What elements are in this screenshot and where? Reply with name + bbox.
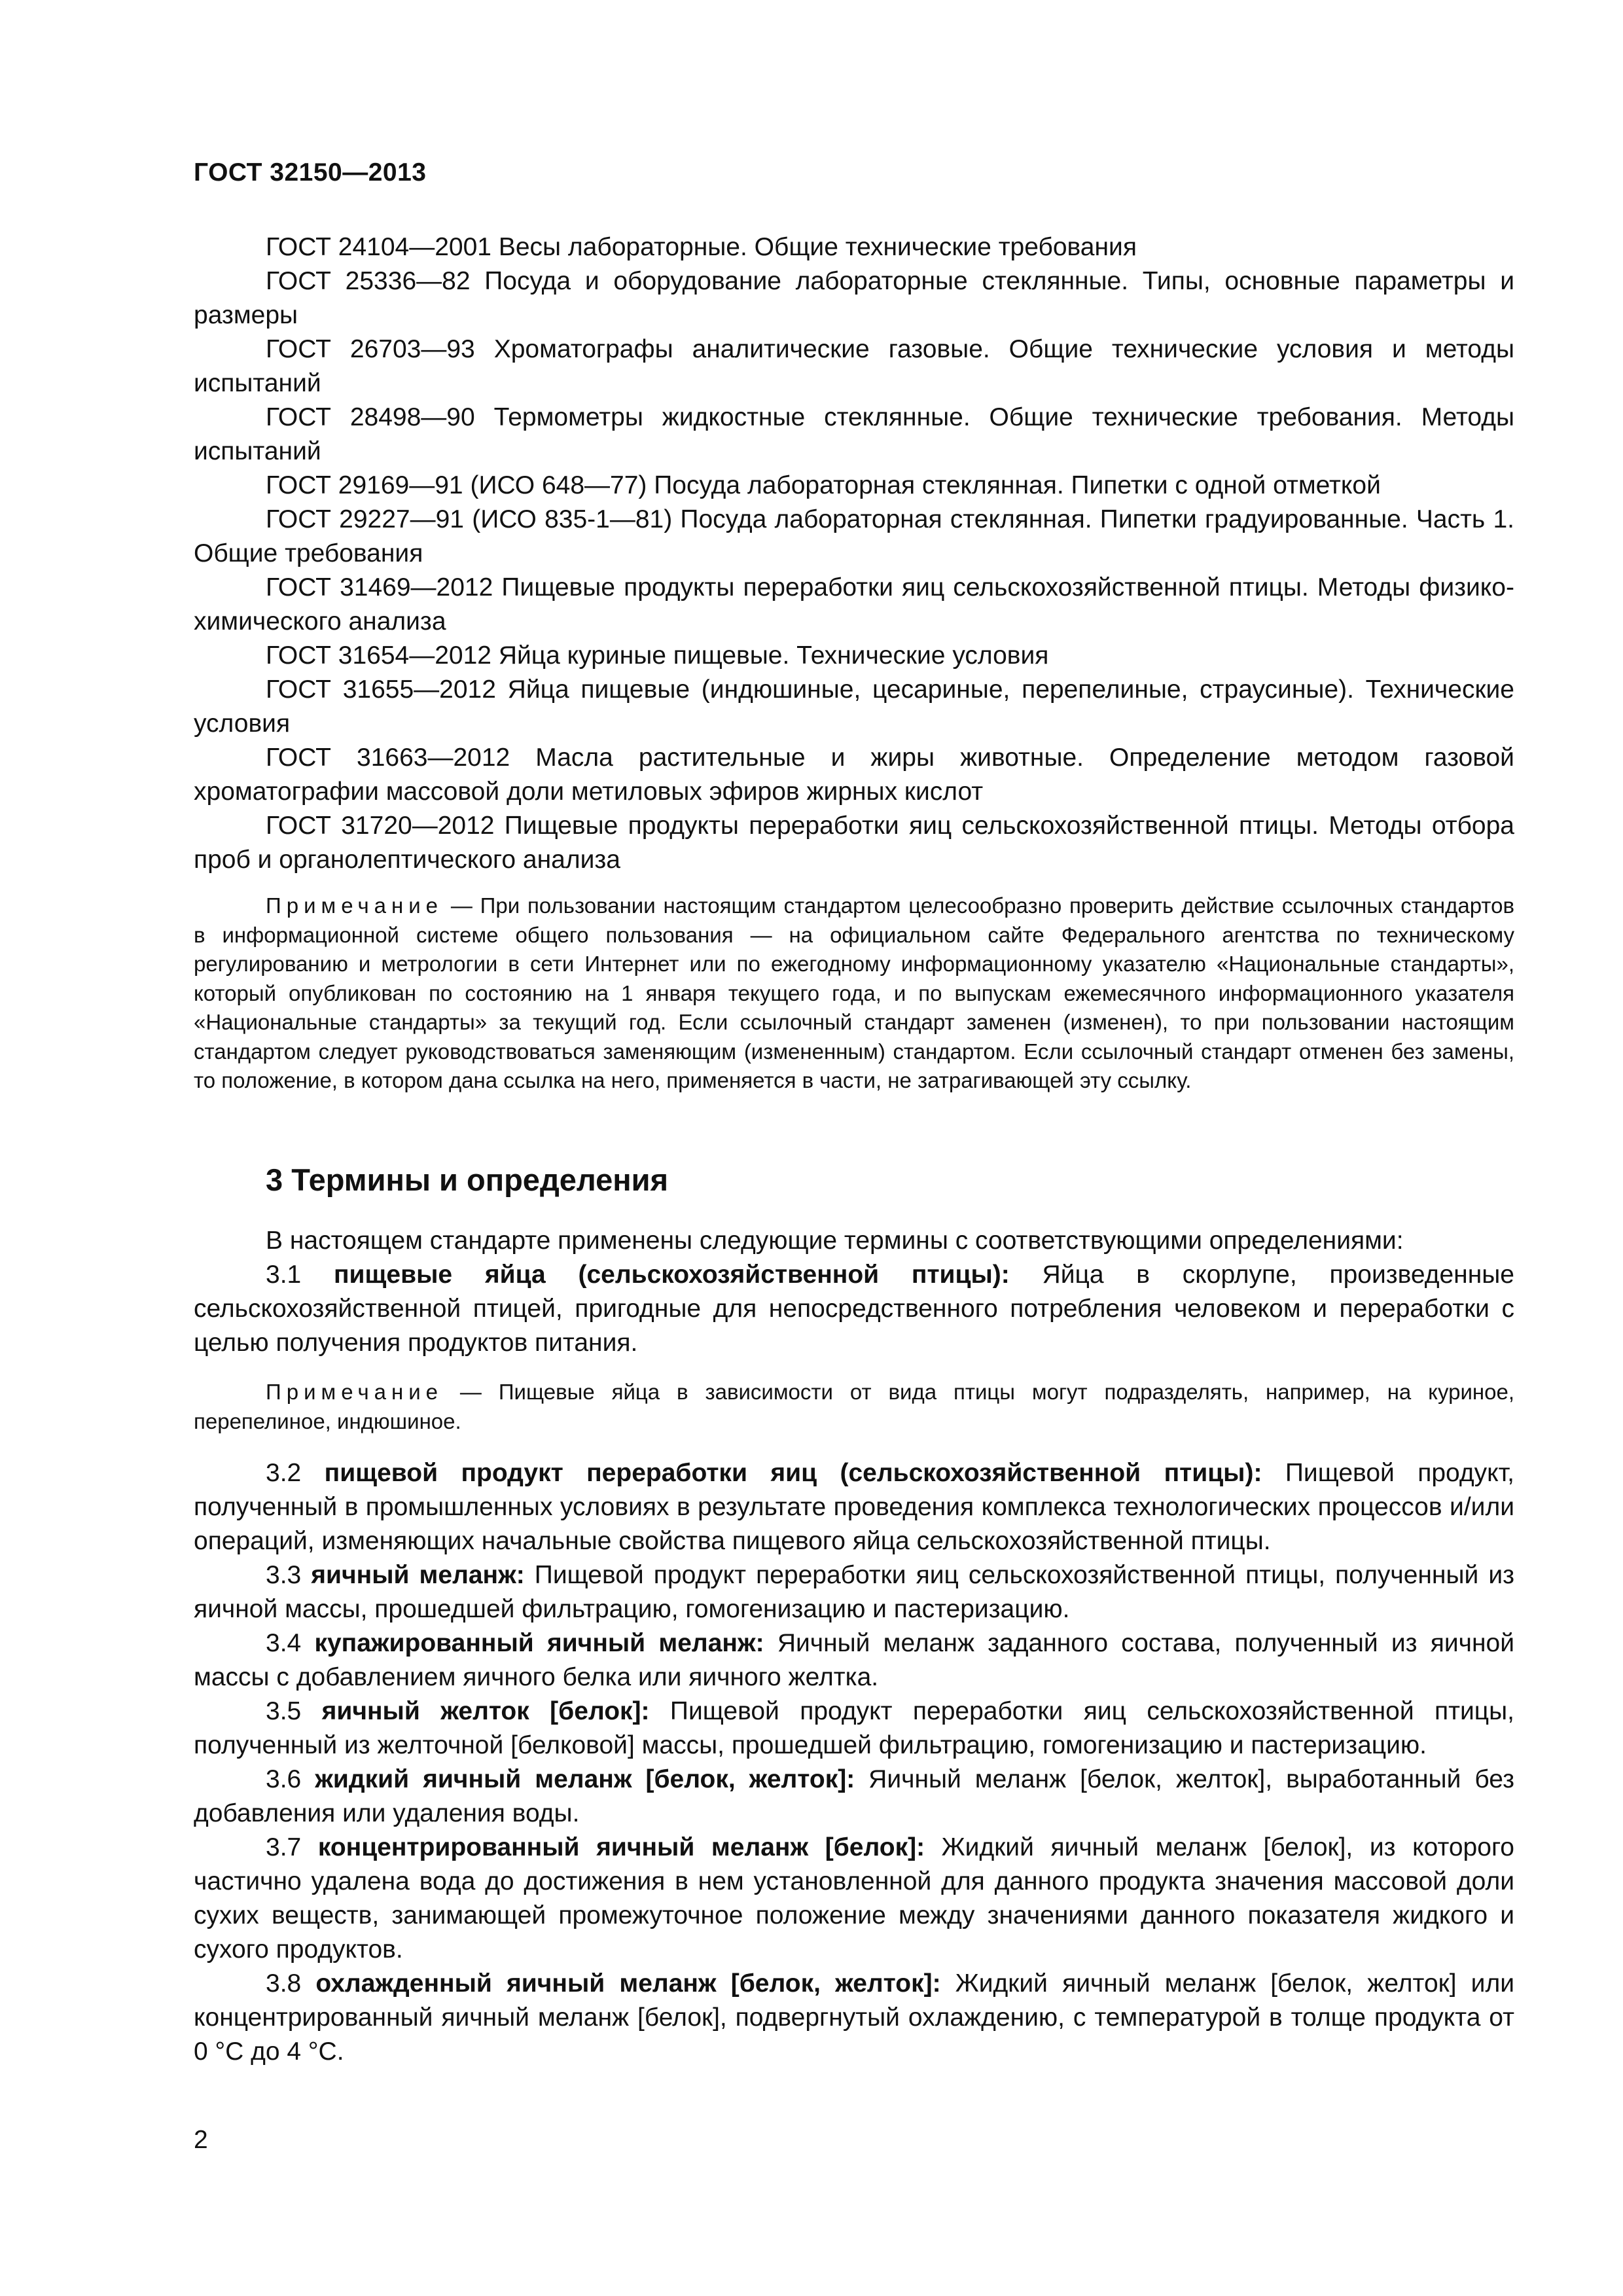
reference-code: ГОСТ 31663—2012 <box>266 744 510 772</box>
term-number: 3.1 <box>266 1261 302 1289</box>
note-paragraph <box>194 891 1514 1096</box>
reference-item <box>194 264 1514 332</box>
term-definition: Яичный меланж [белок, желток], выработанный без добавления или удаления воды. <box>194 1765 1514 1827</box>
term-item <box>194 1967 1514 2069</box>
term-number: 3.3 <box>266 1561 302 1589</box>
term-name: яичный желток [белок]: <box>321 1697 650 1725</box>
terms-list-rest <box>194 1456 1514 2069</box>
term-item <box>194 1258 1514 1360</box>
reference-item <box>194 673 1514 741</box>
reference-item <box>194 230 1514 264</box>
section-title: 3 Термины и определения <box>266 1162 668 1197</box>
term-definition: Яйца в скорлупе, произведенные сельскохозяйственной птицей, пригодные для непосредственного потребления человеком и переработки с целью получения продуктов питания. <box>194 1261 1514 1357</box>
term-definition: Пищевой продукт, полученный в промышленных условиях в результате проведения комплекса технологических процессов и/или операций, изменяющих начальные свойства пищевого яйца сельскохозяйственной птицы. <box>194 1459 1515 1555</box>
term-number: 3.8 <box>266 1969 302 1998</box>
reference-title: Хроматографы аналитические газовые. Общие технические условия и методы испытаний <box>194 335 1515 397</box>
reference-code: ГОСТ 31654—2012 <box>266 641 492 670</box>
note-label: Примечание <box>266 1380 444 1404</box>
reference-item <box>194 401 1514 469</box>
reference-title: Пищевые продукты переработки яиц сельскохозяйственной птицы. Методы физико-химического анализа <box>194 573 1514 636</box>
reference-code: ГОСТ 31720—2012 <box>266 812 495 840</box>
term-name: купажированный яичный меланж: <box>314 1629 764 1657</box>
term-name: жидкий яичный меланж [белок, желток]: <box>315 1765 855 1793</box>
reference-item <box>194 741 1514 809</box>
term-definition: Пищевой продукт переработки яиц сельскохозяйственной птицы, полученный из яичной массы, прошедшей фильтрацию, гомогенизацию и пастеризацию. <box>194 1561 1514 1623</box>
term-number: 3.5 <box>266 1697 302 1725</box>
reference-title: Весы лабораторные. Общие технические требования <box>498 233 1137 261</box>
note-terms <box>194 1378 1514 1436</box>
term-number: 3.7 <box>266 1833 302 1861</box>
intro-paragraph: В настоящем стандарте применены следующие термины с соответствующими определениями: <box>266 1227 1404 1255</box>
reference-item <box>194 809 1514 877</box>
reference-code: ГОСТ 26703—93 <box>266 335 475 363</box>
reference-title: Пищевые продукты переработки яиц сельскохозяйственной птицы. Методы отбора проб и органолептического анализа <box>194 812 1514 874</box>
reference-title: Яйца куриные пищевые. Технические условия <box>498 641 1049 670</box>
term-name: пищевые яйца (сельскохозяйственной птицы): <box>333 1261 1010 1289</box>
term-name: концентрированный яичный меланж [белок]: <box>317 1833 925 1861</box>
reference-code: ГОСТ 28498—90 <box>266 403 475 431</box>
reference-item <box>194 332 1514 401</box>
section-intro <box>194 1224 1514 1258</box>
reference-title: Масла растительные и жиры животные. Определение методом газовой хроматографии массовой доли метиловых эфиров жирных кислот <box>194 744 1514 806</box>
reference-code: ГОСТ 25336—82 <box>266 267 471 295</box>
term-item <box>194 1626 1514 1695</box>
note-text: — При пользовании настоящим стандартом целесообразно проверить действие ссылочных стандартов в информационной системе общего пользования — на официальном сайте Федерального агентства по техническому регулированию и метрологии в сети Интернет или по ежегодному информационному указателю «Национальные стандарты», который опубликован по состоянию на 1 января текущего года, и по выпускам ежемесячного информационного указателя «Национальные стандарты» за текущий год. Если ссылочный стандарт заменен (изменен), то при пользовании настоящим стандартом следует руководствоваться заменяющим (измененным) стандартом. Если ссылочный стандарт отменен без замены, то положение, в котором дана ссылка на него, применяется в части, не затрагивающей эту ссылку. <box>194 893 1514 1092</box>
reference-code: ГОСТ 31655—2012 <box>266 675 496 704</box>
term-definition: Яичный меланж заданного состава, полученный из яичной массы с добавлением яичного белка или яичного желтка. <box>194 1629 1514 1691</box>
reference-code: ГОСТ 29227—91 (ИСО 835-1—81) <box>266 505 673 533</box>
reference-title: Термометры жидкостные стеклянные. Общие технические требования. Методы испытаний <box>194 403 1514 465</box>
term-number: 3.6 <box>266 1765 302 1793</box>
term-item <box>194 1695 1514 1763</box>
term-number: 3.2 <box>266 1459 302 1487</box>
reference-item <box>194 639 1514 673</box>
reference-title: Посуда лабораторная стеклянная. Пипетки градуированные. Часть 1. Общие требования <box>194 505 1514 567</box>
term-number: 3.4 <box>266 1629 302 1657</box>
note-text: — Пищевые яйца в зависимости от вида птицы могут подразделять, например, на куриное, перепелиное, индюшиное. <box>194 1380 1514 1433</box>
note-label: Примечание <box>266 893 444 918</box>
reference-item <box>194 571 1514 639</box>
reference-title: Яйца пищевые (индюшиные, цесариные, перепелиные, страусиные). Технические условия <box>194 675 1514 738</box>
term-item <box>194 1558 1514 1626</box>
term-name: яичный меланж: <box>311 1561 525 1589</box>
reference-code: ГОСТ 29169—91 (ИСО 648—77) <box>266 471 647 499</box>
document-page <box>194 0 1514 2296</box>
terms-list-first <box>194 1258 1514 1360</box>
term-name: охлажденный яичный меланж [белок, желток]: <box>315 1969 941 1998</box>
reference-item <box>194 469 1514 503</box>
note-references <box>194 891 1514 1096</box>
reference-title: Посуда лабораторная стеклянная. Пипетки с одной отметкой <box>654 471 1381 499</box>
reference-code: ГОСТ 24104—2001 <box>266 233 492 261</box>
note-paragraph <box>194 1378 1514 1436</box>
term-item <box>194 1831 1514 1967</box>
term-item <box>194 1456 1514 1558</box>
document-header: ГОСТ 32150—2013 <box>194 158 427 187</box>
reference-title: Посуда и оборудование лабораторные стеклянные. Типы, основные параметры и размеры <box>194 267 1515 329</box>
term-definition: Жидкий яичный меланж [белок], из которого частично удалена вода до достижения в нем установленной для данного продукта значения массовой доли сухих веществ, занимающей промежуточное положение между значениями данного показателя жидкого и сухого продуктов. <box>194 1833 1514 1964</box>
term-definition: Пищевой продукт переработки яиц сельскохозяйственной птицы, полученный из желточной [белковой] массы, прошедшей фильтрацию, гомогенизацию и пастеризацию. <box>194 1697 1514 1759</box>
term-item <box>194 1763 1514 1831</box>
reference-code: ГОСТ 31469—2012 <box>266 573 493 601</box>
normative-references <box>194 230 1514 877</box>
term-definition: Жидкий яичный меланж [белок, желток] или концентрированный яичный меланж [белок], подвергнутый охлаждению, с температурой в толще продукта от 0 °С до 4 °С. <box>194 1969 1515 2066</box>
term-name: пищевой продукт переработки яиц (сельскохозяйственной птицы): <box>324 1459 1262 1487</box>
page-number: 2 <box>194 2126 208 2154</box>
reference-item <box>194 503 1514 571</box>
